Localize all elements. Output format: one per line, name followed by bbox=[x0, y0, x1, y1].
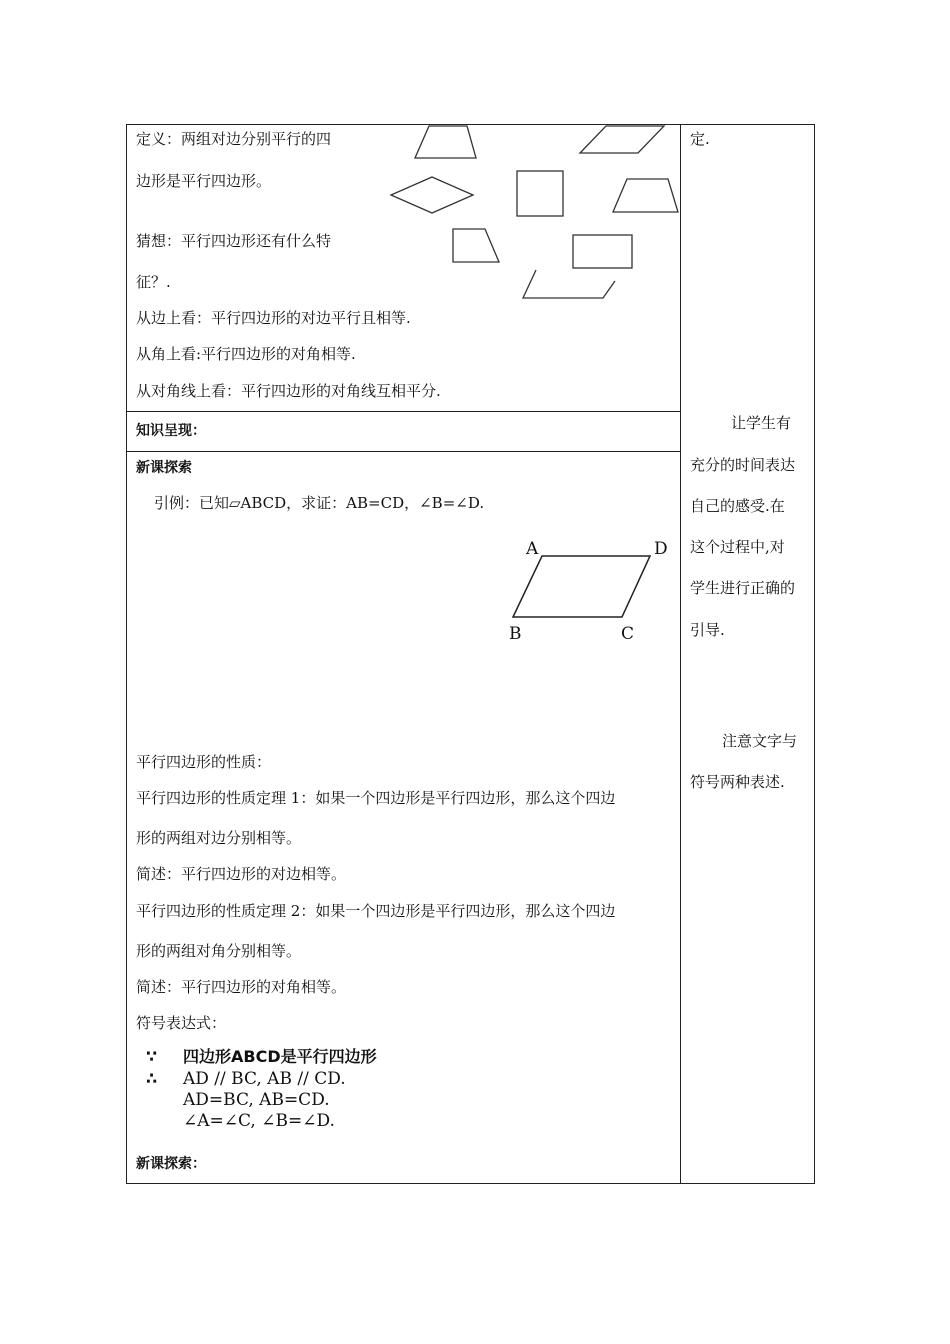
theorem2-line-2: 形的两组对角分别相等。 bbox=[136, 942, 302, 960]
note1-line-2: 充分的时间表达 bbox=[690, 456, 796, 474]
symbol-equal-angles: ∠A=∠C, ∠B=∠D. bbox=[183, 1111, 335, 1131]
note2-line-1: 注意文字与 bbox=[722, 732, 798, 750]
properties-title: 平行四边形的性质： bbox=[136, 753, 272, 771]
vertex-label-b: B bbox=[509, 624, 522, 644]
side-view-text: 从边上看：平行四边形的对边平行且相等. bbox=[136, 309, 411, 327]
note1-line-4: 这个过程中,对 bbox=[690, 538, 785, 556]
new-lesson-header: 新课探索 bbox=[136, 460, 192, 476]
theorem1-short: 简述：平行四边形的对边相等。 bbox=[136, 865, 347, 883]
angle-view-text: 从角上看:平行四边形的对角相等. bbox=[136, 345, 356, 363]
therefore-symbol: ∴ bbox=[146, 1069, 158, 1088]
vertex-label-c: C bbox=[621, 624, 635, 644]
theorem2-short: 简述：平行四边形的对角相等。 bbox=[136, 978, 347, 996]
note1-line-1: 让学生有 bbox=[731, 414, 792, 432]
vertex-label-d: D bbox=[654, 539, 668, 559]
symbol-parallel-sides: AD // BC, AB // CD. bbox=[183, 1069, 346, 1089]
note1-line-3: 自己的感受.在 bbox=[690, 497, 785, 515]
right-top-text: 定. bbox=[690, 130, 710, 148]
symbol-expression-title: 符号表达式： bbox=[136, 1014, 227, 1032]
guess-line-2: 征？. bbox=[136, 273, 171, 291]
because-symbol: ∵ bbox=[146, 1047, 158, 1066]
guess-line-1: 猜想：平行四边形还有什么特 bbox=[136, 232, 332, 250]
theorem1-line-2: 形的两组对边分别相等。 bbox=[136, 829, 302, 847]
note2-line-2: 符号两种表述. bbox=[690, 773, 785, 791]
knowledge-header: 知识呈现： bbox=[136, 423, 206, 439]
note1-line-5: 学生进行正确的 bbox=[690, 579, 796, 597]
theorem1-line-1: 平行四边形的性质定理 1：如果一个四边形是平行四边形，那么这个四边 bbox=[136, 789, 616, 807]
diagonal-view-text: 从对角线上看：平行四边形的对角线互相平分. bbox=[136, 382, 441, 400]
new-lesson-header-2: 新课探索： bbox=[136, 1156, 206, 1172]
theorem2-line-1: 平行四边形的性质定理 2：如果一个四边形是平行四边形，那么这个四边 bbox=[136, 902, 616, 920]
definition-line-2: 边形是平行四边形。 bbox=[136, 172, 272, 190]
example-text: 引例：已知▱ABCD，求证：AB=CD，∠B=∠D. bbox=[154, 494, 485, 512]
vertex-label-a: A bbox=[526, 539, 539, 559]
definition-line-1: 定义：两组对边分别平行的四 bbox=[136, 130, 332, 148]
note1-line-6: 引导. bbox=[690, 621, 725, 639]
symbol-premise: 四边形ABCD是平行四边形 bbox=[183, 1047, 377, 1066]
symbol-equal-sides: AD=BC, AB=CD. bbox=[183, 1090, 330, 1110]
